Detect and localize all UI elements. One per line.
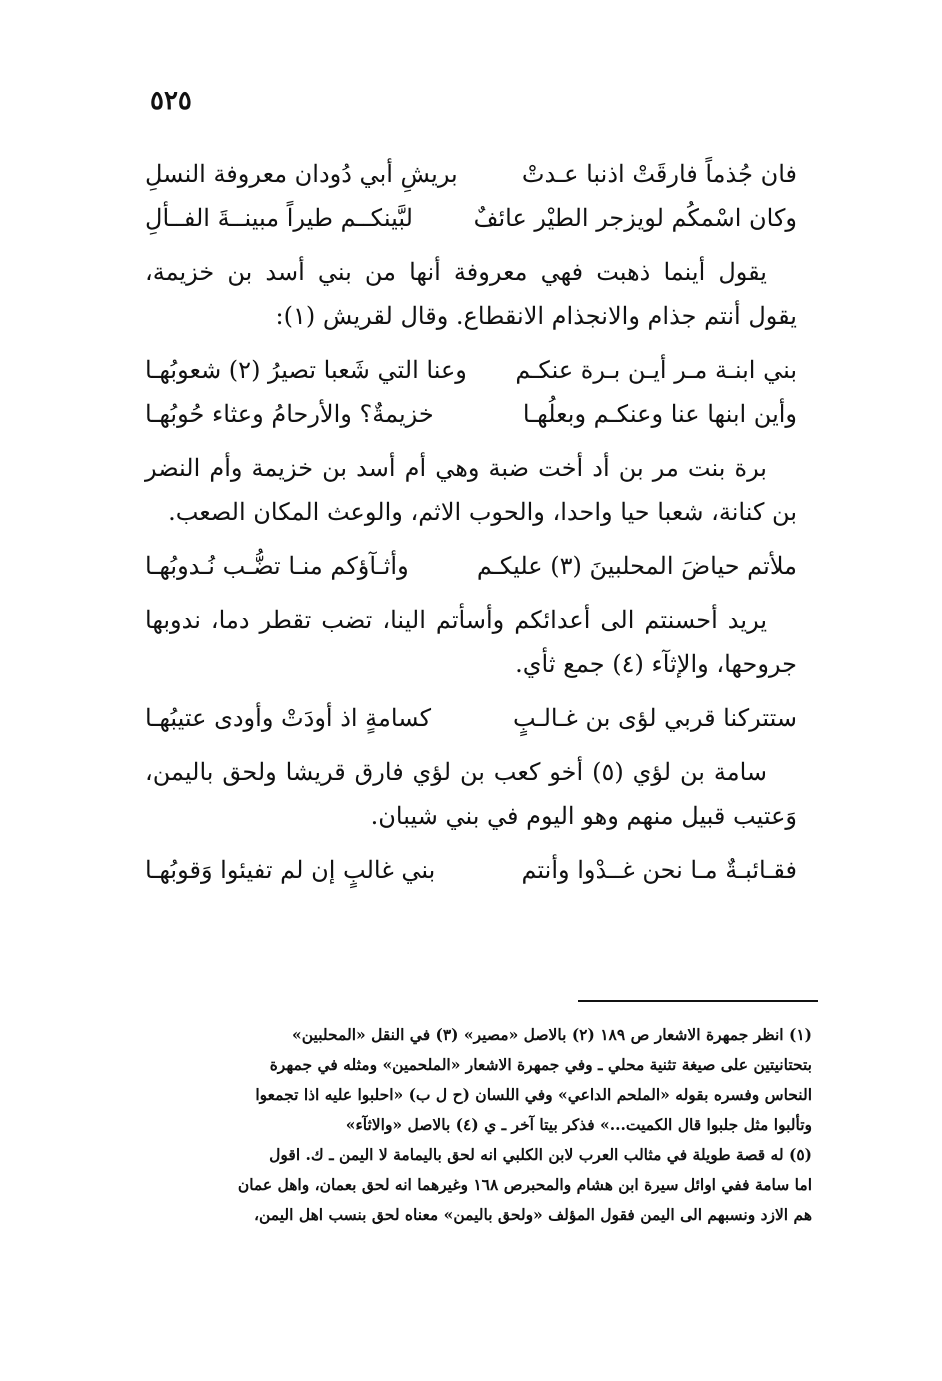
page-body [145, 152, 797, 902]
verse-first-hemistich: فان جُذماً فارقَتْ اذنبا عـدتْ [521, 160, 797, 188]
footnote-line: هم الازد ونسبهم الى اليمن فقول المؤلف «ولحق باليمن» معناه لحق بنسب اهل اليمن، [253, 1205, 812, 1224]
verse-block [145, 152, 797, 240]
footnote-line: (٥) له قصة طويلة في مثالب العرب لابن الكلبي انه لحق باليمامة لا اليمن ـ ك. اقول [269, 1145, 812, 1164]
verse-first-hemistich: وكان اسْمكُم لويزجر الطيْر عائفٌ [473, 204, 797, 232]
verse-block [145, 348, 797, 436]
footnote-separator [578, 1000, 818, 1002]
verse-line [145, 196, 797, 240]
footnote-line: (١) انظر جمهرة الاشعار ص ١٨٩ (٢) بالاصل «مصير» (٣) في النقل «المحلبين» [292, 1025, 812, 1044]
verse-first-hemistich: وأين ابنها عنا وعنكـم وبعلُهـا [522, 400, 797, 428]
verse-line [145, 544, 797, 588]
verse-second-hemistich: وعنا التي شَعبا تصيرُ (٢) شعوبُهـا [145, 356, 467, 384]
commentary-paragraph: يقول أينما ذهبت فهي معروفة أنها من بني أسد بن خزيمة، يقول أنتم جذام والانجذام الانقطاع. وقال لقريش (١): [145, 258, 797, 330]
verse-first-hemistich: بني ابنـة مـر أيـن بـرة عنكـم [515, 356, 797, 384]
verse-second-hemistich: خزيمةٌ؟ والأرحامُ وعثاء حُوبُهـا [145, 400, 434, 428]
footnote-line: وتألبوا مثل جلبوا قال الكميت...» فذكر بيتا آخر ـ ي (٤) بالاصل «والاثآء» [345, 1115, 812, 1134]
footnote-line: اما سامة ففي اوائل سيرة ابن هشام والمحبرص ١٦٨ وغيرهما انه لحق بعمان، واهل عمان [237, 1175, 812, 1194]
commentary-paragraph: برة بنت مر بن أد أخت ضبة وهي أم أسد بن خزيمة وأم النضر بن كنانة، شعبا حيا واحدا، والحوب الاثم، والوعث المكان الصعب. [145, 454, 797, 526]
verse-line [145, 848, 797, 892]
page-number: ٥٢٥ [150, 86, 192, 116]
verse-block [145, 544, 797, 588]
commentary-paragraph: يريد أحسنتم الى أعدائكم وأسأتم الينا، تضب تقطر دما، ندوبها جروحها، والإثآء (٤) جمع ثأي. [145, 606, 797, 678]
verse-first-hemistich: ملأتم حياضَ المحلبينَ (٣) عليكـم [476, 552, 797, 580]
footnotes [130, 1020, 812, 1230]
verse-line [145, 348, 797, 392]
verse-first-hemistich: فقـائبـةٌ مـا نحن غــدْوا وأنتم [521, 856, 797, 884]
verse-second-hemistich: لبَّينكــم طيراً مبينــةَ الفــألِ [145, 204, 413, 232]
verse-second-hemistich: بني غالبٍ إن لم تفيئوا وَقوبُهـا [145, 856, 436, 884]
verse-block [145, 848, 797, 892]
verse-first-hemistich: ستتركنا قربي لؤى بن غـالـبٍ [513, 704, 797, 732]
footnote-line: النحاس وفسره بقوله «الملحم الداعي» وفي اللسان (ح ل ب) «احلبوا عليه اذا تجمعوا [255, 1085, 812, 1104]
commentary-paragraph: سامة بن لؤي (٥) أخو كعب بن لؤي فارق قريشا ولحق باليمن، وَعتيب قبيل منهم وهو اليوم في بني شيبان. [145, 758, 797, 830]
verse-block [145, 696, 797, 740]
footnote-line: بتحتانيتين على صيغة تثنية محلي ـ وفي جمهرة الاشعار «الملحمين» ومثله في جمهرة [269, 1055, 812, 1074]
verse-second-hemistich: كسامةٍ اذ أودَتْ وأودى عتيبُهـا [145, 704, 432, 732]
verse-second-hemistich: وأثـآؤكم منـا تضُّـب نُـدوبُهـا [145, 552, 409, 580]
verse-line [145, 696, 797, 740]
verse-line [145, 152, 797, 196]
verse-second-hemistich: بريشِ أبي دُودان معروفة النسلِ [145, 160, 458, 188]
verse-line [145, 392, 797, 436]
